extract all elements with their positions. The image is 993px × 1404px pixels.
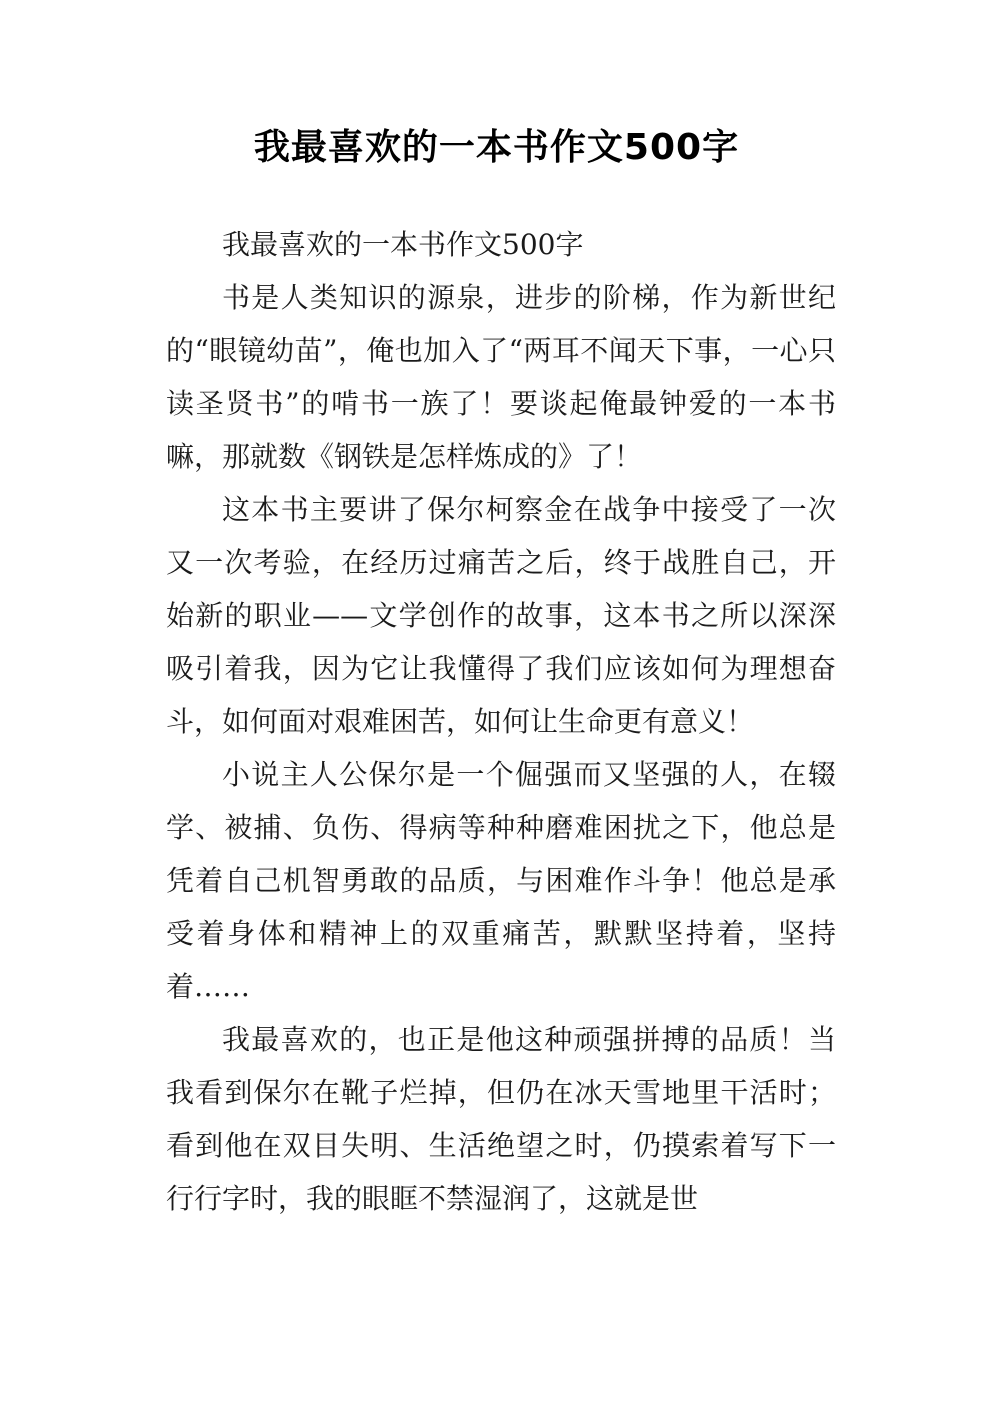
paragraph-subtitle: 我最喜欢的一本书作文500字 [222,228,584,261]
paragraph-protagonist: 小说主人公保尔是一个倔强而又坚强的人，在辍学、被捕、负伤、得病等种种磨难困扰之下，他总是凭着自己机智勇敢的品质，与困难作斗争！他总是承受着身体和精神上的双重痛苦，默默坚持着，坚持着…… [166,758,836,1003]
document-title: 我最喜欢的一本书作文500字 [253,127,740,168]
paragraph-summary: 这本书主要讲了保尔柯察金在战争中接受了一次又一次考验，在经历过痛苦之后，终于战胜自己，开始新的职业——文学创作的故事，这本书之所以深深吸引着我，因为它让我懂得了我们应该如何为理想奋斗，如何面对艰难困苦，如何让生命更有意义！ [166,493,836,738]
paragraph-intro: 书是人类知识的源泉，进步的阶梯，作为新世纪的“眼镜幼苗”，俺也加入了“两耳不闻天下事，一心只读圣贤书”的啃书一族了！要谈起俺最钟爱的一本书嘛，那就数《钢铁是怎样炼成的》了！ [166,281,836,473]
document-body [166,218,836,1225]
paragraph-favorite: 我最喜欢的，也正是他这种顽强拼搏的品质！当我看到保尔在靴子烂掉，但仍在冰天雪地里干活时；看到他在双目失明、生活绝望之时，仍摸索着写下一行行字时，我的眼眶不禁湿润了，这就是世 [166,1023,836,1215]
